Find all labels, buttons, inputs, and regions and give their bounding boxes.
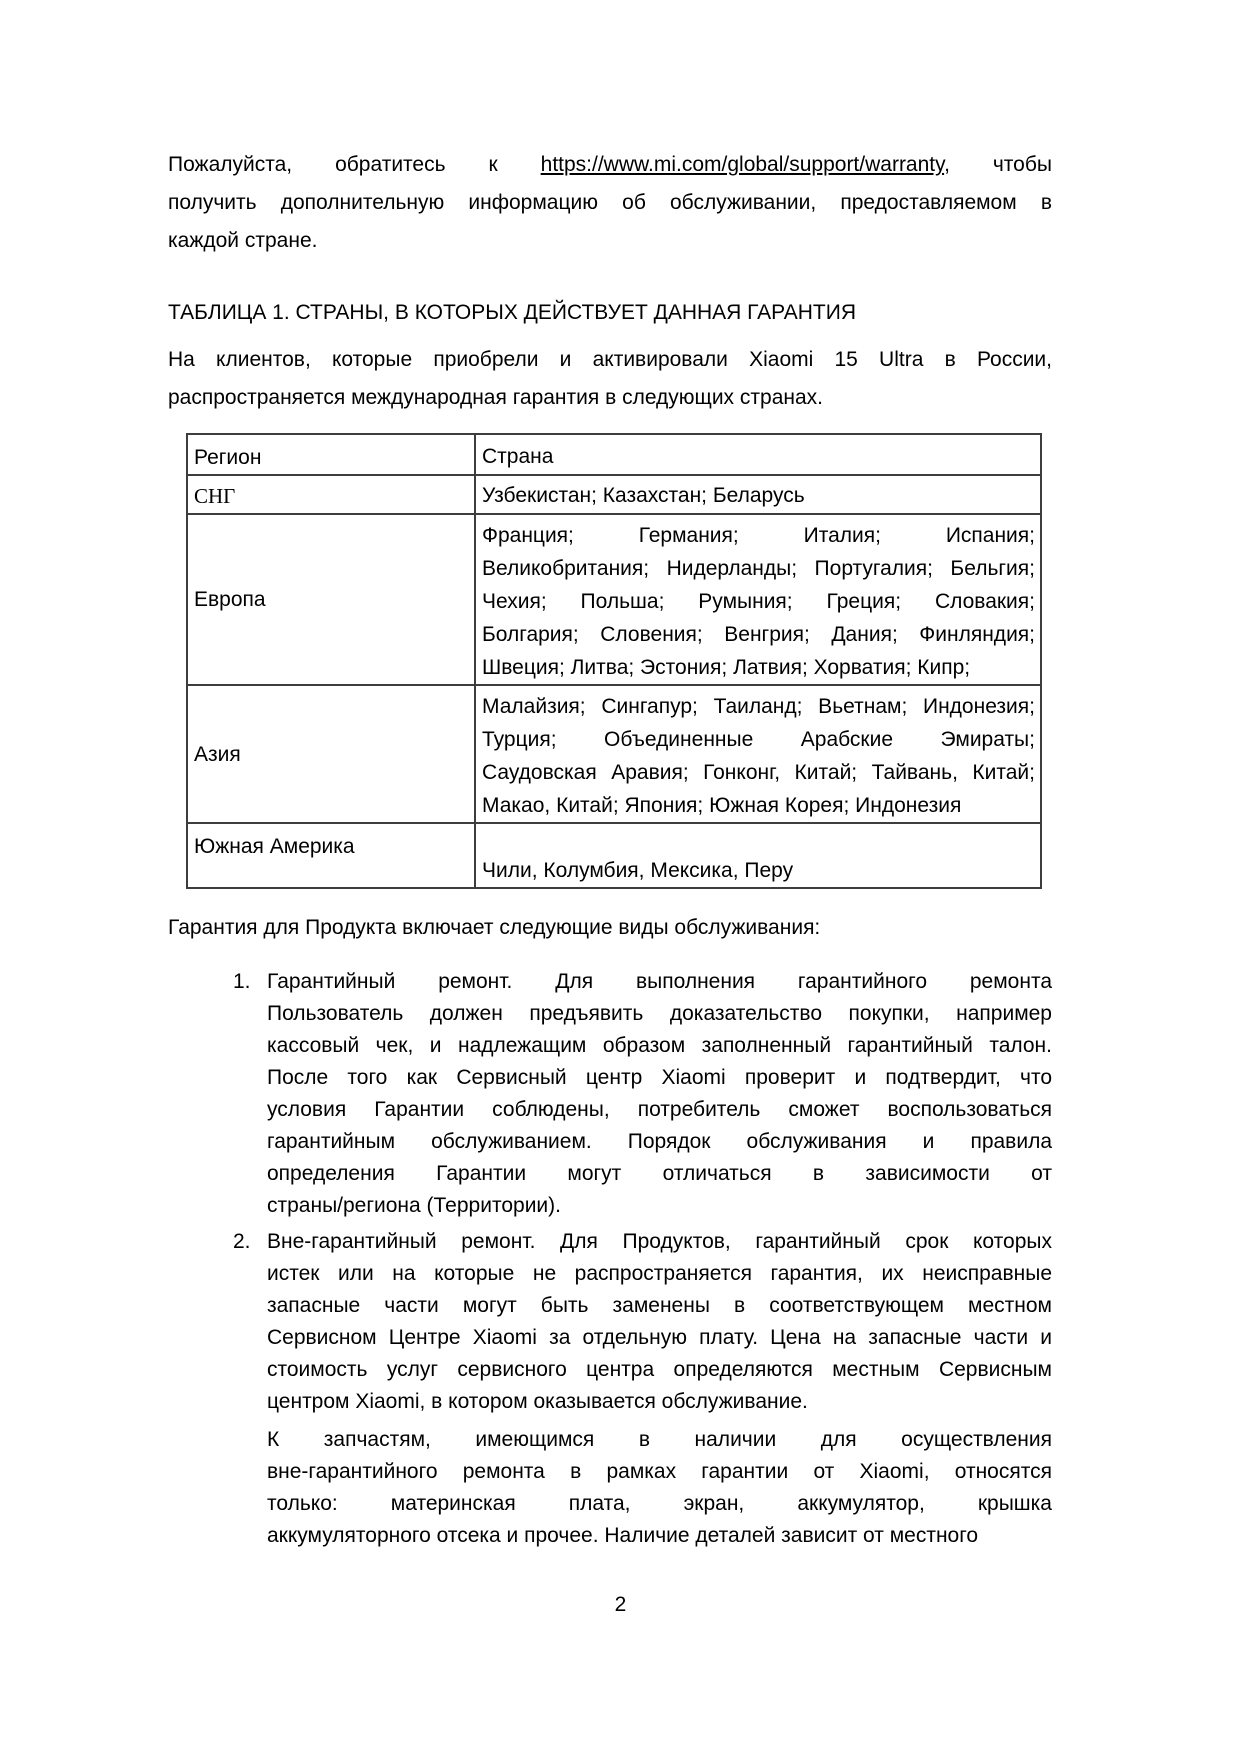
text-line: распространяется международная гарантия в следующих странах. — [168, 386, 823, 409]
table-intro-paragraph — [168, 341, 1052, 417]
region-cell: Европа — [194, 588, 266, 611]
table-1-heading: ТАБЛИЦА 1. СТРАНЫ, В КОТОРЫХ ДЕЙСТВУЕТ ДАННАЯ ГАРАНТИЯ — [168, 301, 857, 324]
text-line: кассовый чек, и надлежащим образом заполненный гарантийный талон. — [267, 1034, 1052, 1057]
region-cell: СНГ — [194, 484, 236, 508]
text-line: Малайзия; Сингапур; Таиланд; Вьетнам; Индонезия; — [482, 695, 1035, 718]
country-cell — [476, 686, 1040, 822]
item-text — [267, 1226, 1052, 1418]
text-line: гарантийным обслуживанием. Порядок обслуживания и правила — [267, 1130, 1052, 1153]
warranty-url-link[interactable]: https://www.mi.com/global/support/warranty — [540, 153, 945, 176]
text-line: только: материнская плата, экран, аккумулятор, крышка — [267, 1492, 1052, 1515]
text-line: истек или на которые не распространяется гарантия, их неисправные — [267, 1262, 1052, 1285]
text-line: Вне-гарантийный ремонт. Для Продуктов, гарантийный срок которых — [267, 1230, 1052, 1253]
item-text — [267, 966, 1052, 1222]
text-line: вне-гарантийного ремонта в рамках гарантии от Xiaomi, относятся — [267, 1460, 1052, 1483]
item-number: 1. — [233, 970, 251, 993]
text-line: определения Гарантии могут отличаться в зависимости от — [267, 1162, 1052, 1185]
text-line: Узбекистан; Казахстан; Беларусь — [482, 484, 805, 507]
region-cell: Южная Америка — [194, 835, 355, 858]
country-column-header: Страна — [482, 445, 554, 468]
text-line: страны/региона (Территории). — [267, 1194, 561, 1217]
country-cell — [476, 476, 1040, 512]
text-line: получить дополнительную информацию об обслуживании, предоставляемом в — [168, 191, 1052, 214]
text-line: стоимость услуг сервисного центра определяются местным Сервисным — [267, 1358, 1052, 1381]
table-row-south-america — [187, 823, 1041, 888]
text-line: условия Гарантии соблюдены, потребитель сможет воспользоваться — [267, 1098, 1052, 1121]
intro-paragraph — [168, 146, 1052, 260]
text-line: Пользователь должен предъявить доказательство покупки, например — [267, 1002, 1052, 1025]
text-line: каждой стране. — [168, 229, 318, 252]
intro-pre-text: Пожалуйста, обратитесь к — [168, 153, 498, 176]
country-cell — [476, 515, 1040, 684]
service-item-1 — [233, 966, 1052, 1222]
text-line: аккумуляторного отсека и прочее. Наличие деталей зависит от местного — [267, 1524, 979, 1547]
text-line: Турция; Объединенные Арабские Эмираты; — [482, 728, 1035, 751]
text-line: После того как Сервисный центр Xiaomi проверит и подтвердит, что — [267, 1066, 1052, 1089]
table-row-europe — [187, 514, 1041, 685]
text-line: Сервисном Центре Xiaomi за отдельную плату. Цена на запасные части и — [267, 1326, 1052, 1349]
text-line: запасные части могут быть заменены в соответствующем местном — [267, 1294, 1052, 1317]
table-row-asia — [187, 685, 1041, 823]
intro-post-text: , чтобы — [944, 153, 1052, 176]
country-cell — [476, 824, 1040, 887]
text-line: Франция; Германия; Италия; Испания; — [482, 524, 1035, 547]
text-line: К запчастям, имеющимся в наличии для осуществления — [267, 1428, 1052, 1451]
page-number: 2 — [614, 1593, 627, 1616]
item-number: 2. — [233, 1230, 251, 1253]
text-line: На клиентов, которые приобрели и активировали Xiaomi 15 Ultra в России, — [168, 348, 1052, 371]
text-line: Гарантийный ремонт. Для выполнения гарантийного ремонта — [267, 970, 1052, 993]
text-line — [168, 146, 1052, 184]
text-line: Болгария; Словения; Венгрия; Дания; Финляндия; — [482, 623, 1035, 646]
warranty-table — [186, 433, 1042, 889]
text-line: Чили, Колумбия, Мексика, Перу — [482, 859, 794, 882]
text-line: центром Xiaomi, в котором оказывается обслуживание. — [267, 1390, 808, 1413]
services-intro: Гарантия для Продукта включает следующие виды обслуживания: — [168, 916, 821, 939]
region-cell: Азия — [194, 742, 241, 766]
text-line: Макао, Китай; Япония; Южная Корея; Индонезия — [482, 794, 962, 817]
item-continuation-text — [267, 1424, 1052, 1552]
text-line: Чехия; Польша; Румыния; Греция; Словакия; — [482, 590, 1035, 613]
text-line: Великобритания; Нидерланды; Португалия; Бельгия; — [482, 557, 1035, 580]
table-header-row — [187, 434, 1041, 475]
table-row-cis — [187, 475, 1041, 514]
text-line: Швеция; Литва; Эстония; Латвия; Хорватия; Кипр; — [482, 656, 971, 679]
region-column-header: Регион — [194, 446, 262, 469]
service-item-2 — [233, 1226, 1052, 1552]
text-line: Саудовская Аравия; Гонконг, Китай; Тайвань, Китай; — [482, 761, 1035, 784]
